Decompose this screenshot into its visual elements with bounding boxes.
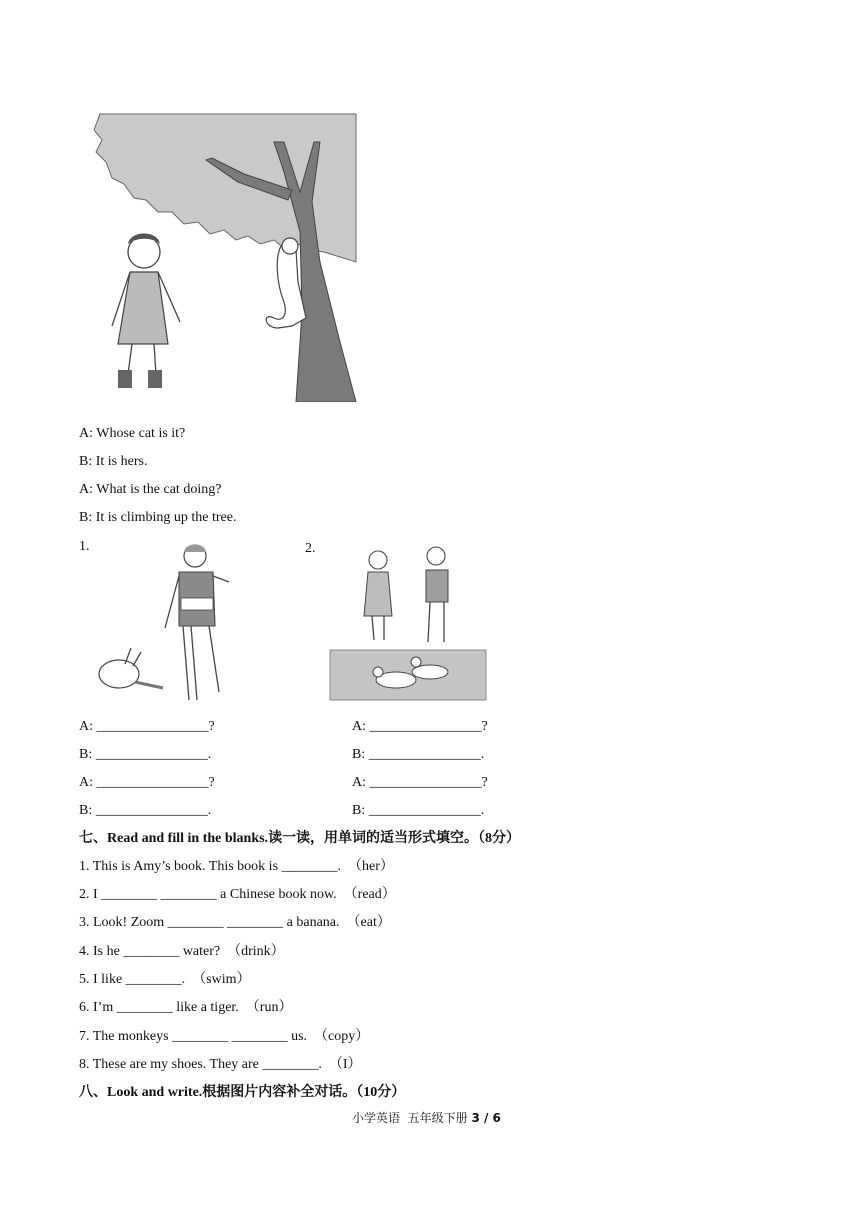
picture-1-man-rabbit <box>95 542 245 707</box>
section-7-item-4[interactable]: 4. Is he ________ water? （drink） <box>79 944 285 959</box>
picture-2-blank-2[interactable]: B: ________________. <box>352 747 485 762</box>
section-7-item-7[interactable]: 7. The monkeys ________ ________ us. （copy） <box>79 1029 370 1044</box>
section-7-heading <box>79 830 520 848</box>
section-7-heading-cn: 读一读，用单词的适当形式填空。（8分） <box>268 831 521 846</box>
page-number: 3 / 6 <box>471 1111 501 1125</box>
section-7-item-6[interactable]: 6. I’m ________ like a tiger. （run） <box>79 1000 293 1015</box>
picture-1-blank-2[interactable]: B: ________________. <box>79 747 212 762</box>
picture-2-number: 2. <box>305 541 316 556</box>
example-illustration <box>88 112 358 402</box>
picture-2-blank-1[interactable]: A: ________________? <box>352 719 488 734</box>
example-line-2: B: It is hers. <box>79 454 148 469</box>
example-line-1: A: Whose cat is it? <box>79 426 186 441</box>
section-7-item-2[interactable]: 2. I ________ ________ a Chinese book now. （read） <box>79 887 396 902</box>
section-7-item-8[interactable]: 8. These are my shoes. They are ________. （I） <box>79 1057 362 1072</box>
section-7-heading-en: 七、Read and fill in the blanks. <box>79 831 269 846</box>
picture-1-blank-1[interactable]: A: ________________? <box>79 719 215 734</box>
example-line-3: A: What is the cat doing? <box>79 482 222 497</box>
picture-2-blank-4[interactable]: B: ________________. <box>352 803 485 818</box>
section-7-item-3[interactable]: 3. Look! Zoom ________ ________ a banana. （eat） <box>79 915 391 930</box>
section-8-heading: 八、Look and write.根据图片内容补全对话。（10分） <box>79 1085 406 1100</box>
page-footer <box>352 1110 501 1126</box>
footer-text: 小学英语 五年级下册 <box>352 1111 472 1125</box>
picture-1-number: 1. <box>79 539 90 554</box>
picture-1-blank-3[interactable]: A: ________________? <box>79 775 215 790</box>
picture-2-children-ducks <box>328 544 488 704</box>
section-7-item-1[interactable]: 1. This is Amy’s book. This book is ________. （her） <box>79 859 394 874</box>
example-line-4: B: It is climbing up the tree. <box>79 510 237 525</box>
picture-1-blank-4[interactable]: B: ________________. <box>79 803 212 818</box>
picture-2-blank-3[interactable]: A: ________________? <box>352 775 488 790</box>
section-7-item-5[interactable]: 5. I like ________. （swim） <box>79 972 251 987</box>
